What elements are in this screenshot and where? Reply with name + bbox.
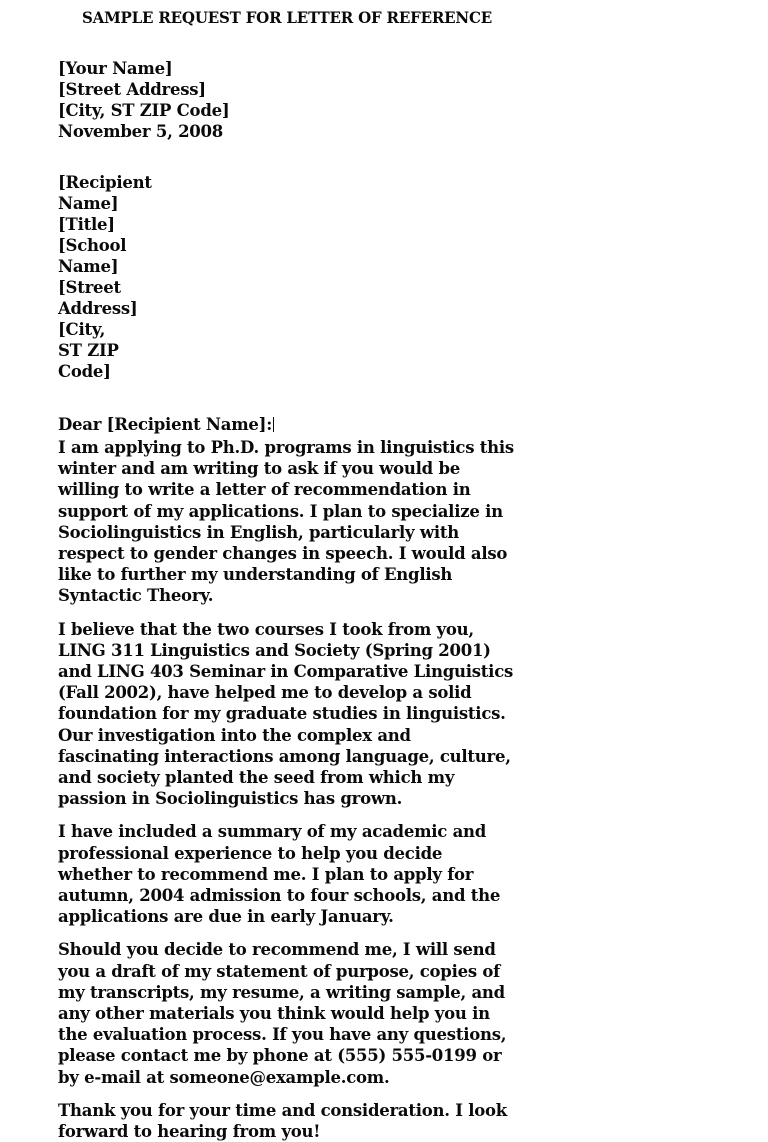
body-paragraph-2: I believe that the two courses I took from you, LING 311 Linguistics and Society (Spring 2001) and LING 403 Seminar in Comparative Linguistics (Fall 2002), have helped me to develop a solid foundation for my graduate studies in linguistics. Our investigation into the complex and fascinating interactions among language, culture, and society planted the seed from which my passion in Sociolinguistics has grown. bbox=[58, 619, 514, 809]
recipient-name-line-2: Name] bbox=[58, 194, 119, 213]
text-caret bbox=[273, 417, 274, 432]
body-paragraph-3: I have included a summary of my academic and professional experience to help you decide whether to recommend me. I plan to apply for autumn, 2004 admission to four schools, and the applications are due in early January. bbox=[58, 822, 501, 927]
recipient-street-line-2: Address] [City, bbox=[58, 299, 138, 339]
recipient-school-name: [School Name] bbox=[58, 236, 127, 276]
sender-street: [Street Address] bbox=[58, 80, 206, 99]
body-paragraph-4: Should you decide to recommend me, I will send you a draft of my statement of purpose, copies of my transcripts, my resume, a writing sample, and any other materials you think would help you in the evaluation process. If you have any questions, please contact me by phone at (555) 555-0199 or by e-mail at someone@example.com. bbox=[58, 940, 507, 1087]
letter-column bbox=[58, 0, 516, 1142]
salutation-text: Dear [Recipient Name]: bbox=[58, 415, 273, 434]
letter-date: November 5, 2008 bbox=[58, 122, 223, 141]
sender-address-block bbox=[58, 58, 516, 142]
recipient-name-line-1: [Recipient bbox=[58, 173, 152, 192]
recipient-title: [Title] bbox=[58, 215, 115, 234]
recipient-street-line-1: [Street bbox=[58, 278, 121, 297]
sender-name: [Your Name] bbox=[58, 59, 173, 78]
salutation bbox=[58, 414, 274, 435]
recipient-city-state-zip: ST ZIP Code] bbox=[58, 341, 119, 381]
page-title: SAMPLE REQUEST FOR LETTER OF REFERENCE bbox=[81, 8, 493, 27]
sender-city-state-zip: [City, ST ZIP Code] bbox=[58, 101, 230, 120]
body-paragraph-closing: Thank you for your time and consideration. I look forward to hearing from you! bbox=[58, 1100, 507, 1142]
body-paragraph-1: I am applying to Ph.D. programs in linguistics this winter and am writing to ask if you would be willing to write a letter of recommendation in support of my applications. I plan to specialize in Sociolinguistics in English, particularly with respect to gender changes in speech. I would also like to further my understanding of English Syntactic Theory. bbox=[58, 438, 514, 606]
recipient-address-block bbox=[58, 172, 176, 382]
letter-body bbox=[58, 437, 516, 1142]
